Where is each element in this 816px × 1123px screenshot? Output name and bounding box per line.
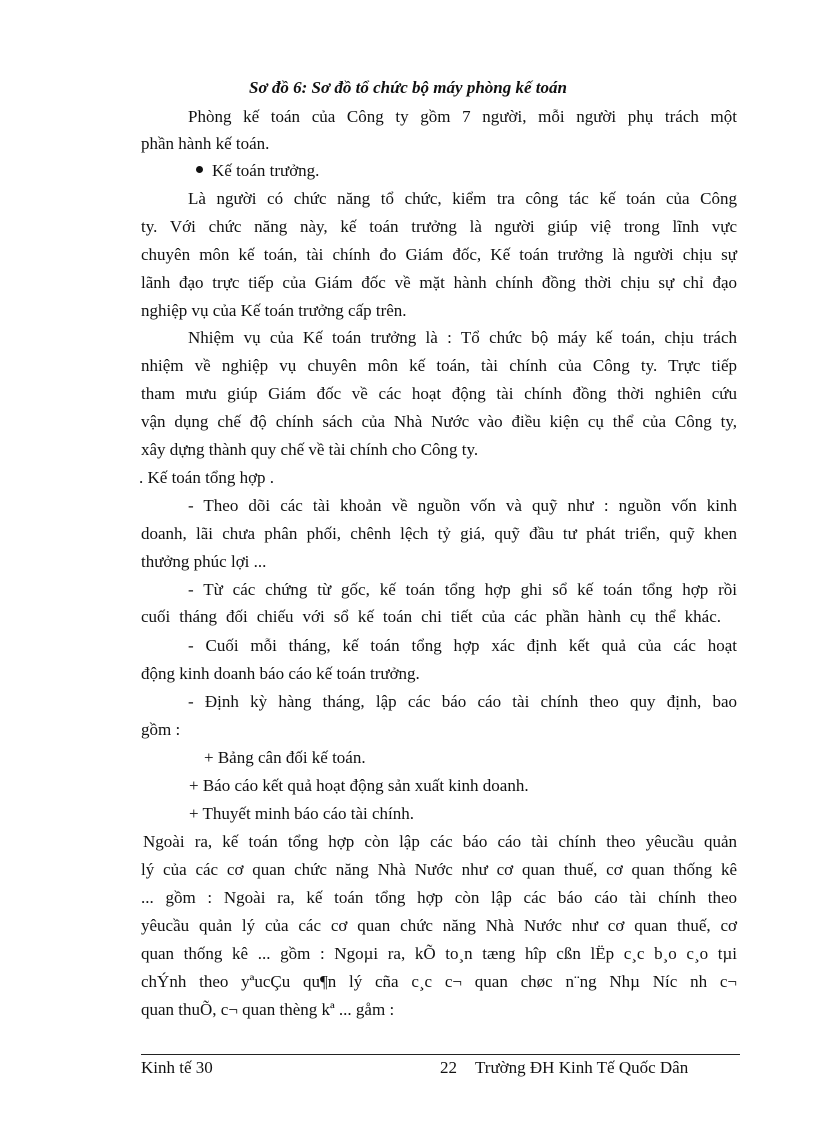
paragraph-line: xây dựng thành quy chế về tài chính cho Công ty. [141,440,479,459]
paragraph-line: yêucầu quản lý của các cơ quan chức năng Nhà Nước như cơ quan thuế, cơ [141,916,737,935]
paragraph-line: vận dụng chế độ chính sách của Nhà Nước vào điều kiện cụ thể của Công ty, [141,412,737,431]
section-heading: Kế toán trưởng. [212,161,320,180]
paragraph-line: chÝnh theo yªucÇu qu¶n lý cña c¸c c¬ quan chøc n¨ng Nhµ Níc nh c¬ [141,972,737,991]
page-number: 22 [440,1058,457,1077]
paragraph-line: Là người có chức năng tổ chức, kiểm tra công tác kế toán của Công [188,189,737,208]
paragraph-line: ... gồm : Ngoài ra, kế toán tổng hợp còn lập các báo cáo tài chính theo [141,888,737,907]
paragraph-line: - Từ các chứng từ gốc, kế toán tổng hợp ghi sổ kế toán tổng hợp rồi [188,580,737,599]
paragraph-line: lãnh đạo trực tiếp của Giám đốc về mặt hành chính đồng thời chịu sự chỉ đạo [141,273,737,292]
paragraph-line: ty. Với chức năng này, kế toán trưởng là người giúp việ trong lĩnh vực [141,217,737,236]
paragraph-line: - Theo dõi các tài khoản về nguồn vốn và quỹ như : nguồn vốn kinh [188,496,737,515]
footer-right-text: Trường ĐH Kinh Tế Quốc Dân [475,1058,689,1077]
paragraph-line: lý của các cơ quan chức năng Nhà Nước như cơ quan thuế, cơ quan thống kê [141,860,737,879]
paragraph-line: gồm : [141,720,181,739]
figure-caption-title: Sơ đồ 6: Sơ đồ tổ chức bộ máy phòng kế toán [249,78,567,97]
paragraph-line: Ngoài ra, kế toán tổng hợp còn lập các báo cáo tài chính theo yêucầu quản [143,832,737,851]
paragraph-line: nghiệp vụ của Kế toán trưởng cấp trên. [141,301,407,320]
paragraph-line: nhiệm về nghiệp vụ chuyên môn kế toán, tài chính của Công ty. Trực tiếp [141,356,737,375]
bullet-icon [196,166,203,173]
paragraph-line: cuối tháng đối chiếu với sổ kế toán chi tiết của các phần hành cụ thể khác. [141,607,721,626]
list-item: + Bảng cân đối kế toán. [204,748,366,767]
paragraph-line: - Cuối mỗi tháng, kế toán tổng hợp xác định kết quả của các hoạt [188,636,737,655]
paragraph-line: tham mưu giúp Giám đốc về các hoạt động tài chính đồng thời nghiên cứu [141,384,737,403]
paragraph-line: Nhiệm vụ của Kế toán trưởng là : Tổ chức bộ máy kế toán, chịu trách [188,328,737,347]
paragraph-line: Phòng kế toán của Công ty gồm 7 người, mỗi người phụ trách một [188,107,737,126]
list-item: + Báo cáo kết quả hoạt động sản xuất kinh doanh. [189,776,529,795]
footer-left-text: Kinh tế 30 [141,1058,213,1077]
paragraph-line: thưởng phúc lợi ... [141,552,267,571]
footer-divider [141,1054,740,1055]
paragraph-line: động kinh doanh báo cáo kế toán trưởng. [141,664,420,683]
paragraph-line: quan thống kê ... gồm : Ngoµi ra, kÕ to¸n tæng hîp cßn lËp c¸c b¸o c¸o tµi [141,944,737,963]
paragraph-line: phần hành kế toán. [141,134,270,153]
paragraph-line: doanh, lãi chưa phân phối, chênh lệch tỷ giá, quỹ đầu tư phát triển, quỹ khen [141,524,737,543]
list-item: + Thuyết minh báo cáo tài chính. [189,804,415,823]
paragraph-line: chuyên môn kế toán, tài chính đo Giám đốc, Kế toán trưởng là người chịu sự [141,245,737,264]
paragraph-line: quan thuÕ, c¬ quan thèng kª ... gåm : [141,1000,395,1019]
paragraph-line: - Định kỳ hàng tháng, lập các báo cáo tài chính theo quy định, bao [188,692,737,711]
section-heading: . Kế toán tổng hợp . [139,468,275,487]
